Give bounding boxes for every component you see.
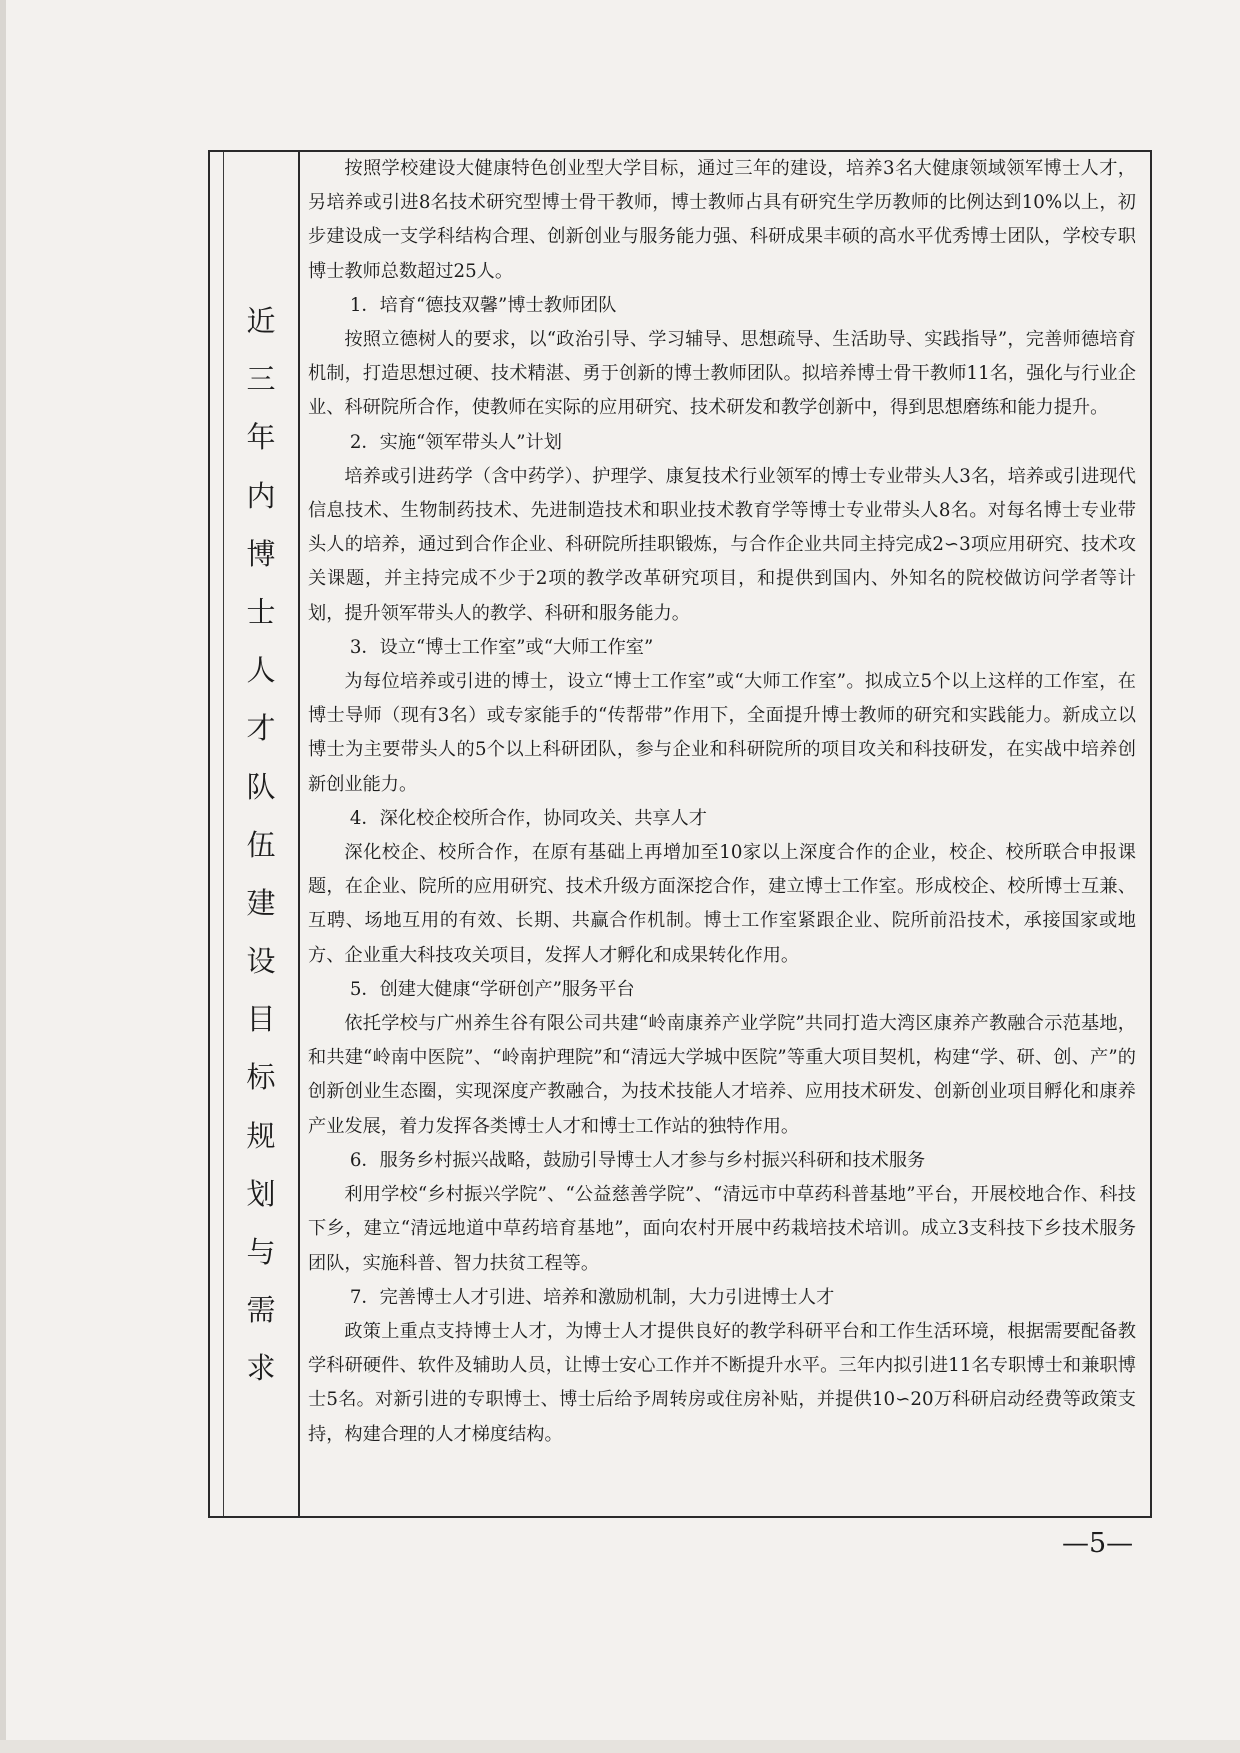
row-label-column (210, 152, 302, 1516)
title-char: 士 (246, 594, 276, 629)
title-char: 建 (246, 885, 276, 920)
title-char: 博 (246, 536, 276, 571)
title-char: 三 (246, 362, 276, 397)
title-char: 内 (246, 478, 276, 513)
title-char: 规 (246, 1118, 276, 1153)
section-heading: 4．深化校企校所合作，协同攻关、共享人才 (349, 807, 707, 829)
title-char: 标 (246, 1060, 276, 1095)
section-body: 培养或引进药学（含中药学）、护理学、康复技术行业领军的博士专业带头人3名，培养或引进现代信息技术、生物制药技术、先进制造技术和职业技术教育学等博士专业带头人8名。对每名博士专业带头人的培养，通过到合作企业、科研院所挂职锻炼，与合作企业共同主持完成2∽3项应用研究、技术攻关课题，并主持完成不少于2项的教学改革研究项目，和提供到国内、外知名的院校做访问学者等计划，提升领军带头人的教学、科研和服务能力。 (308, 465, 1136, 624)
title-char: 人 (246, 653, 276, 688)
section-heading: 2．实施“领军带头人”计划 (349, 431, 562, 453)
section-heading: 3．设立“博士工作室”或“大师工作室” (349, 636, 654, 658)
section-body: 深化校企、校所合作，在原有基础上再增加至10家以上深度合作的企业，校企、校所联合申报课题，在企业、院所的应用研究、技术升级方面深挖合作，建立博士工作室。形成校企、校所博士互兼、互聘、场地互用的有效、长期、共赢合作机制。博士工作室紧跟企业、院所前沿技术，承接国家或地方、企业重大科技攻关项目，发挥人才孵化和成果转化作用。 (308, 842, 1136, 966)
section-body: 按照立德树人的要求，以“政治引导、学习辅导、思想疏导、生活助导、实践指导”，完善师德培育机制，打造思想过硬、技术精湛、勇于创新的博士教师团队。拟培养博士骨干教师11名，强化与行业企业、科研院所合作，使教师在实际的应用研究、技术研发和教学创新中，得到思想磨练和能力提升。 (308, 329, 1136, 419)
page-number: —5— (1062, 1528, 1134, 1559)
title-char: 求 (246, 1351, 276, 1386)
section-heading: 6．服务乡村振兴战略，鼓励引导博士人才参与乡村振兴科研和技术服务 (349, 1149, 926, 1171)
page-edge-shadow (0, 0, 6, 1753)
section-body: 依托学校与广州养生谷有限公司共建“岭南康养产业学院”共同打造大湾区康养产教融合示范基地，和共建“岭南中医院”、“岭南护理院”和“清远大学城中医院”等重大项目契机，构建“学、研、创、产”的创新创业生态圈，实现深度产教融合，为技术技能人才培养、应用技术研发、创新创业项目孵化和康养产业发展，着力发挥各类博士人才和博士工作站的独特作用。 (308, 1013, 1136, 1137)
section-heading: 7．完善博士人才引进、培养和激励机制，大力引进博士人才 (349, 1286, 835, 1308)
title-char: 划 (246, 1176, 276, 1211)
title-char: 需 (246, 1293, 276, 1328)
title-char: 队 (246, 769, 276, 804)
title-char: 与 (246, 1235, 276, 1269)
title-char: 伍 (246, 827, 276, 862)
title-char: 目 (246, 1002, 276, 1037)
section-heading: 5．创建大健康“学研创产”服务平台 (349, 978, 635, 1000)
title-char: 近 (246, 304, 276, 338)
form-table (208, 150, 1152, 1518)
intro-paragraph: 按照学校建设大健康特色创业型大学目标，通过三年的建设，培养3名大健康领域领军博士人才，另培养或引进8名技术研究型博士骨干教师，博士教师占具有研究生学历教师的比例达到10%以上，初步建设成一支学科结构合理、创新创业与服务能力强、科研成果丰硕的高水平优秀博士团队，学校专职博士教师总数超过25人。 (308, 158, 1136, 282)
column-divider (298, 152, 300, 1516)
title-char: 才 (246, 711, 276, 746)
page-bottom-shadow (0, 1740, 1240, 1753)
title-char: 年 (246, 420, 276, 455)
content-cell (302, 152, 1150, 1516)
title-char: 设 (246, 944, 276, 979)
section-body: 政策上重点支持博士人才，为博士人才提供良好的教学科研平台和工作生活环境，根据需要配备教学科研硬件、软件及辅助人员，让博士安心工作并不断提升水平。三年内拟引进11名专职博士和兼职博士5名。对新引进的专职博士、博士后给予周转房或住房补贴，并提供10∽20万科研启动经费等政策支持，构建合理的人才梯度结构。 (308, 1320, 1136, 1445)
section-heading: 1．培育“德技双馨”博士教师团队 (349, 294, 617, 316)
section-body: 利用学校“乡村振兴学院”、“公益慈善学院”、“清远市中草药科普基地”平台，开展校地合作、科技下乡，建立“清远地道中草药培育基地”，面向农村开展中药栽培技术培训。成立3支科技下乡技术服务团队，实施科普、智力扶贫工程等。 (308, 1184, 1136, 1274)
vertical-row-title (224, 292, 298, 1398)
section-body: 为每位培养或引进的博士，设立“博士工作室”或“大师工作室”。拟成立5个以上这样的工作室，在博士导师（现有3名）或专家能手的“传帮带”作用下，全面提升博士教师的研究和实践能力。新成立以博士为主要带头人的5个以上科研团队，参与企业和科研院所的项目攻关和科技研发，在实战中培养创新创业能力。 (308, 671, 1136, 795)
